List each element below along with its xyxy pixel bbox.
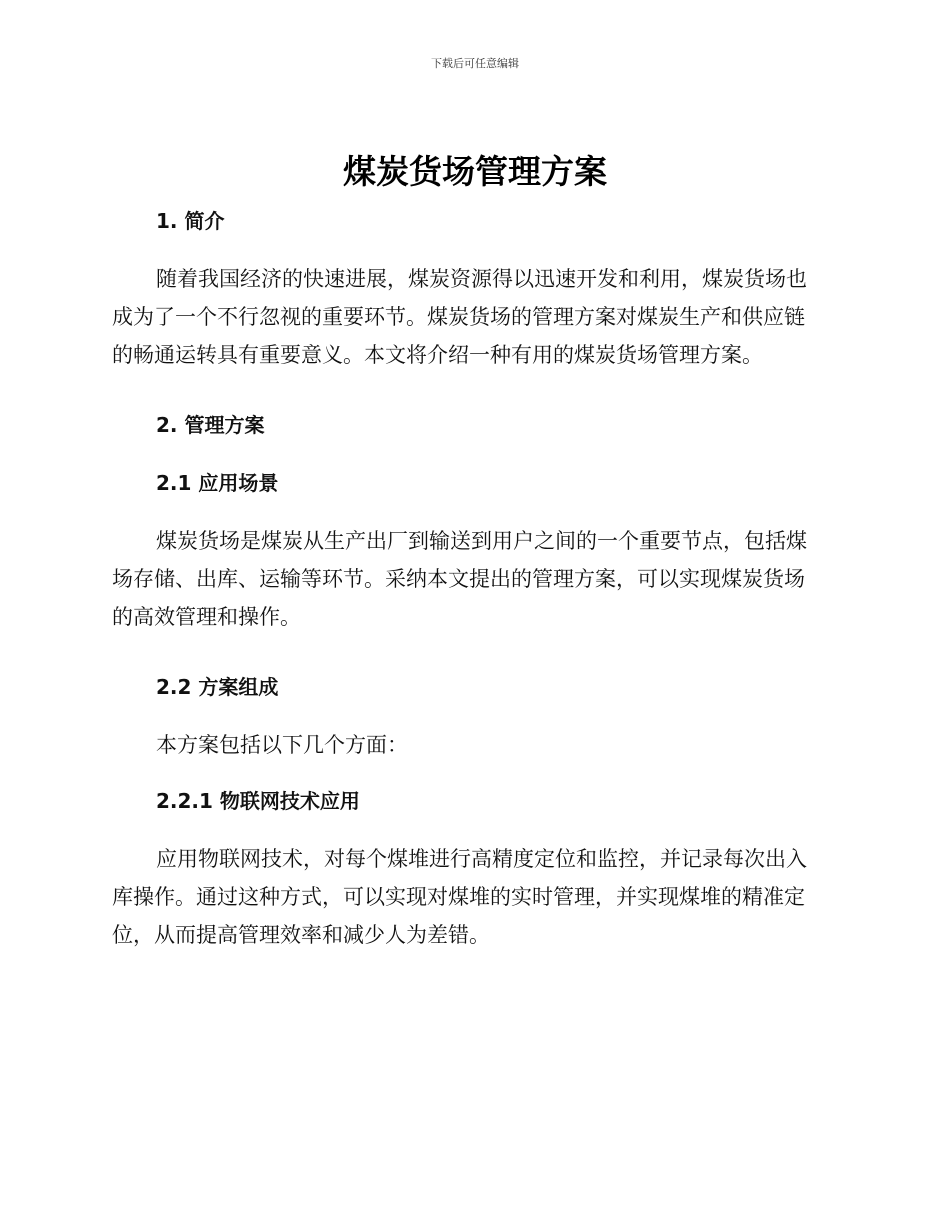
paragraph-intro	[112, 260, 832, 374]
paragraph-line: 的高效管理和操作。	[112, 605, 301, 629]
heading-application-scene: 2.1 应用场景	[156, 471, 279, 495]
paragraph-line: 库操作。通过这种方式，可以实现对煤堆的实时管理，并实现煤堆的精准定	[112, 885, 805, 909]
document-title: 煤炭货场管理方案	[343, 152, 607, 191]
paragraph-line: 成为了一个不行忽视的重要环节。煤炭货场的管理方案对煤炭生产和供应链	[112, 305, 805, 329]
paragraph-line: 煤炭货场是煤炭从生产出厂到输送到用户之间的一个重要节点，包括煤	[156, 529, 807, 553]
paragraph-iot-application	[112, 840, 832, 954]
paragraph-line: 应用物联网技术，对每个煤堆进行高精度定位和监控，并记录每次出入	[156, 847, 807, 871]
paragraph-line: 位，从而提高管理效率和减少人为差错。	[112, 923, 490, 947]
heading-iot-application: 2.2.1 物联网技术应用	[156, 789, 360, 813]
paragraph-application-scene	[112, 522, 832, 636]
heading-plan-composition: 2.2 方案组成	[156, 675, 279, 699]
heading-intro: 1. 简介	[156, 209, 225, 233]
paragraph-plan-composition	[112, 726, 832, 764]
paragraph-line: 本方案包括以下几个方面：	[156, 733, 408, 757]
paragraph-line: 场存储、出库、运输等环节。采纳本文提出的管理方案，可以实现煤炭货场	[112, 567, 805, 591]
page-header-note: 下载后可任意编辑	[431, 57, 519, 70]
heading-management-plan: 2. 管理方案	[156, 413, 265, 437]
paragraph-line: 随着我国经济的快速进展，煤炭资源得以迅速开发和利用，煤炭货场也	[156, 267, 807, 291]
paragraph-line: 的畅通运转具有重要意义。本文将介绍一种有用的煤炭货场管理方案。	[112, 343, 763, 367]
